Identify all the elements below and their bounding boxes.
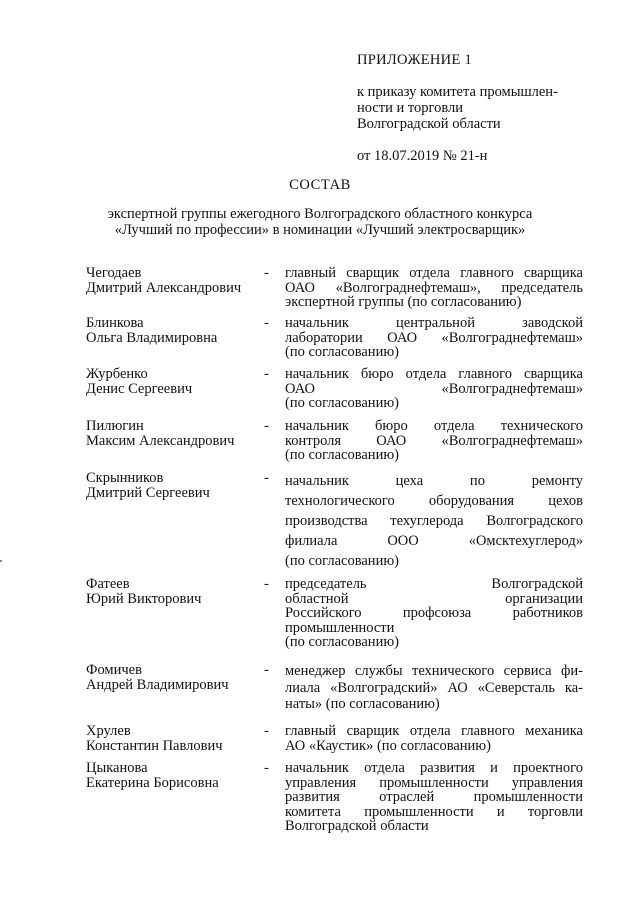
member-position [285, 316, 583, 360]
position-line: начальник бюро отдела главного сварщика [285, 366, 583, 382]
position-line: развития отраслей промышленности [285, 789, 583, 805]
position-line: менеджер службы технического сервиса фи- [285, 663, 583, 679]
position-line: (по согласованию) [285, 553, 399, 569]
member-name [86, 367, 261, 396]
member-name [86, 761, 261, 790]
member-surname: Фомичев [86, 662, 142, 678]
member-position [285, 419, 583, 463]
dash-separator: - [264, 576, 269, 592]
document-subtitle: экспертной группы ежегодного Волгоградского областного конкурса [107, 206, 533, 222]
position-line: управления промышленности управления [285, 774, 583, 791]
document-title: СОСТАВ [289, 177, 351, 193]
position-line: контроля ОАО «Волгограднефтемаш» [285, 432, 583, 449]
member-given-names: Екатерина Борисовна [86, 774, 219, 791]
position-line: Российского профсоюза работников [285, 605, 583, 621]
document-subtitle: «Лучший по профессии» в номинации «Лучший электросварщик» [114, 222, 526, 238]
position-line: главный сварщик отдела главного сварщика [285, 265, 583, 281]
position-line: лаборатории ОАО «Волгограднефтемаш» [285, 329, 583, 346]
member-given-names: Андрей Владимирович [86, 676, 229, 693]
appendix-date: от 18.07.2019 № 21-н [357, 148, 488, 164]
position-line: наты» (по согласованию) [285, 696, 440, 712]
dash-separator: - [264, 366, 269, 382]
position-line: начальник отдела развития и проектного [285, 760, 583, 776]
appendix-title: ПРИЛОЖЕНИЕ 1 [357, 52, 473, 68]
position-line: технологического оборудования цехов [285, 493, 583, 509]
member-position [285, 367, 583, 411]
scan-mark [0, 560, 2, 562]
position-line: ОАО «Волгограднефтемаш» [285, 380, 583, 397]
position-line: главный сварщик отдела главного механика [285, 723, 583, 739]
member-surname: Цыканова [86, 760, 148, 776]
member-name [86, 577, 261, 606]
member-given-names: Дмитрий Александрович [86, 279, 242, 296]
member-surname: Фатеев [86, 576, 130, 592]
member-given-names: Дмитрий Сергеевич [86, 484, 210, 501]
position-line: начальник центральной заводской [285, 315, 583, 331]
appendix-line: Волгоградской области [357, 116, 501, 132]
dash-separator: - [264, 418, 269, 434]
dash-separator: - [264, 723, 269, 739]
position-line: промышленности [285, 619, 395, 636]
member-name [86, 419, 261, 448]
member-position [285, 663, 583, 713]
member-given-names: Юрий Викторович [86, 590, 202, 607]
member-surname: Журбенко [86, 366, 148, 382]
position-line: филиала ООО «Омсктехуглерод» [285, 533, 583, 549]
appendix-line: к приказу комитета промышлен- [357, 84, 558, 100]
position-line: АО «Каустик» (по согласованию) [285, 737, 491, 754]
member-name [86, 724, 261, 753]
appendix-block [357, 52, 607, 164]
dash-separator: - [264, 760, 269, 776]
member-position [285, 266, 583, 310]
member-surname: Хрулев [86, 723, 131, 739]
position-line: начальник цеха по ремонту [285, 473, 583, 489]
member-given-names: Денис Сергеевич [86, 380, 193, 397]
dash-separator: - [264, 265, 269, 281]
member-surname: Пилюгин [86, 418, 144, 434]
position-line: (по согласованию) [285, 634, 399, 650]
position-line: (по согласованию) [285, 344, 399, 360]
member-position [285, 577, 583, 650]
position-line: (по согласованию) [285, 447, 399, 463]
member-surname: Скрынников [86, 470, 164, 486]
dash-separator: - [264, 470, 269, 486]
member-position [285, 761, 583, 834]
dash-separator: - [264, 662, 269, 678]
position-line: комитета промышленности и торговли [285, 803, 583, 820]
position-line: областной организации [285, 590, 583, 607]
position-line: ОАО «Волгограднефтемаш», председатель [285, 279, 583, 296]
member-position [285, 724, 583, 753]
member-given-names: Константин Павлович [86, 737, 223, 754]
position-line: Волгоградской области [285, 818, 429, 834]
member-name [86, 266, 261, 295]
member-name [86, 471, 261, 500]
position-line: председатель Волгоградской [285, 576, 583, 592]
position-line: экспертной группы (по согласованию) [285, 294, 522, 310]
position-line: производства техуглерода Волгоградского [285, 513, 583, 529]
member-name [86, 316, 261, 345]
position-line: (по согласованию) [285, 395, 399, 411]
appendix-line: ности и торговли [357, 100, 464, 116]
member-name [86, 663, 261, 692]
member-surname: Блинкова [86, 315, 144, 331]
position-line: лиала «Волгоградский» АО «Северсталь ка- [285, 679, 583, 696]
member-position [285, 471, 583, 571]
member-surname: Чегодаев [86, 265, 142, 281]
position-line: начальник бюро отдела технического [285, 418, 583, 434]
member-given-names: Ольга Владимировна [86, 329, 218, 346]
member-given-names: Максим Александрович [86, 432, 235, 449]
dash-separator: - [264, 315, 269, 331]
